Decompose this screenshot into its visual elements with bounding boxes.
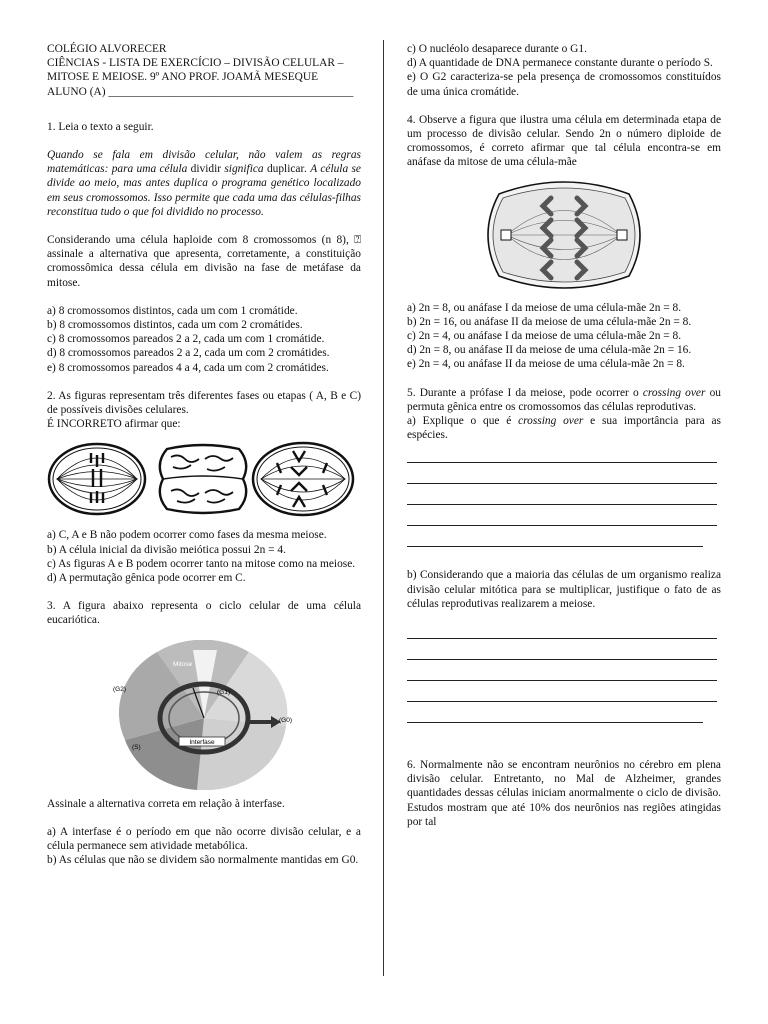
q1-option-a: a) 8 cromossomos distintos, cada um com 1 cromátide. xyxy=(47,304,298,317)
q1-intro: 1. Leia o texto a seguir. xyxy=(47,120,154,133)
answer-line[interactable] xyxy=(407,618,717,639)
q3-option-a: a) A interfase é o período em que não ocorre divisão celular, e a célula permanece sem atividade metabólica. xyxy=(47,825,361,853)
q5-statement: 5. Durante a prófase I da meiose, pode ocorrer o crossing over ou permuta gênica entre os cromossomos das células reprodutivas. xyxy=(407,386,721,413)
q4-statement: 4. Observe a figura que ilustra uma célula em determinada etapa de um processo de divisão celular. Sendo 2n o número diploide de cromossomos, é correto afirmar que tal célula encontra-se em anáfase da mitose de uma célula-mãe xyxy=(407,113,721,169)
cell-figure-b xyxy=(160,445,246,513)
subject-line: CIÊNCIAS - LISTA DE EXERCÍCIO – DIVISÃO CELULAR – xyxy=(47,57,344,70)
q2-statement: 2. As figuras representam três diferentes fases ou etapas ( A, B e C) de possíveis divisões celulares. xyxy=(47,389,361,417)
q3-option-b: b) As células que não se dividem são normalmente mantidas em G0. xyxy=(47,854,359,867)
answer-line[interactable] xyxy=(407,505,717,526)
cell-cycle-diagram xyxy=(89,640,319,790)
q2-option-b: b) A célula inicial da divisão meiótica possui 2n = 4. xyxy=(47,543,286,556)
q1-option-d: d) 8 cromossomos pareados 2 a 2, cada um com 2 cromátides. xyxy=(47,347,330,360)
column-divider xyxy=(383,40,384,976)
label-interfase: Interfase xyxy=(189,738,215,746)
q2-option-a: a) C, A e B não podem ocorrer como fases da mesma meiose. xyxy=(47,529,327,542)
q1-option-e: e) 8 cromossomos pareados 4 a 4, cada um com 2 cromátides. xyxy=(47,361,329,374)
answer-line[interactable] xyxy=(407,526,703,547)
label-g2: (G2) xyxy=(113,685,126,693)
q3-option-d: d) A quantidade de DNA permanece constante durante o período S. xyxy=(407,57,713,70)
q1-quote: Quando se fala em divisão celular, não valem as regras matemáticas: para uma célula dividir significa duplicar. A célula se divide ao meio, mas antes duplica o programa genético localizado em seus cromossomos. Isso permite que cada uma das células-filhas reconstitua tudo o que foi dividido no processo. xyxy=(47,149,361,218)
school-name: COLÉGIO ALVORECER xyxy=(47,43,167,55)
label-g0: (G0) xyxy=(279,716,292,724)
q1-statement: Considerando uma célula haploide com 8 cromossomos (n 8), ⍰ assinale a alternativa que apresenta, corretamente, a constituição cromossômica dessa célula em divisão na fase de metáfase da mitose. xyxy=(47,234,361,289)
left-column xyxy=(47,42,361,868)
q1-option-b: b) 8 cromossomos distintos, cada um com 2 cromátides. xyxy=(47,319,303,332)
q3-option-e: e) O G2 caracteriza-se pela presença de cromossomos constituídos de uma única cromátide. xyxy=(407,71,721,98)
q2-option-c: c) As figuras A e B podem ocorrer tanto na mitose como na meiose. xyxy=(47,557,356,570)
answer-line[interactable] xyxy=(407,442,717,463)
q5-part-a: a) Explique o que é crossing over e sua importância para as espécies. xyxy=(407,415,721,442)
q3-statement: 3. A figura abaixo representa o ciclo celular de uma célula eucariótica. xyxy=(47,600,361,627)
answer-line[interactable] xyxy=(407,681,717,702)
q4-option-b: b) 2n = 16, ou anáfase II da meiose de uma célula-mãe 2n = 8. xyxy=(407,315,692,328)
q4-option-c: c) 2n = 4, ou anáfase I da meiose de uma célula-mãe 2n = 8. xyxy=(407,330,682,343)
label-mitose: Mitose xyxy=(173,660,193,668)
q2-option-d: d) A permutação gênica pode ocorrer em C. xyxy=(47,572,246,585)
label-s: (S) xyxy=(132,743,141,751)
answer-line[interactable] xyxy=(407,702,703,723)
student-line: ALUNO (A) ___________________________________________ xyxy=(47,85,354,98)
cell-figure-a xyxy=(49,444,145,514)
q4-option-a: a) 2n = 8, ou anáfase I da meiose de uma célula-mãe 2n = 8. xyxy=(407,301,682,314)
q5-part-b: b) Considerando que a maioria das células de um organismo realiza divisão celular mitótica para se multiplicar, justifique o fato de as células reprodutivas realizarem a meiose. xyxy=(407,569,721,610)
cell-division-figures xyxy=(47,437,361,521)
answer-line[interactable] xyxy=(407,463,717,484)
q6-statement: 6. Normalmente não se encontram neurônios no cérebro em plena divisão celular. Entretanto, no Mal de Alzheimer, grandes quantidades dessas células iniciam anormalmente o ciclo de divisão. Estudos mostram que até 10% dos neurônios nas regiões atingidas por tal xyxy=(407,759,721,828)
answer-line[interactable] xyxy=(407,639,717,660)
answer-line[interactable] xyxy=(407,660,717,681)
answer-line[interactable] xyxy=(407,484,717,505)
q4-option-e: e) 2n = 4, ou anáfase II da meiose de uma célula-mãe 2n = 8. xyxy=(407,358,685,371)
q2-instruction: É INCORRETO afirmar que: xyxy=(47,418,181,431)
q3-option-c: c) O nucléolo desaparece durante o G1. xyxy=(407,43,587,55)
label-g1: (G1) xyxy=(217,688,230,696)
anaphase-cell-figure xyxy=(479,176,649,294)
right-column xyxy=(407,42,721,829)
q5b-answer-lines[interactable] xyxy=(407,618,721,723)
topic-line: MITOSE E MEIOSE. 9º ANO PROF. JOAMÃ MESEQUE xyxy=(47,71,319,84)
q4-option-d: d) 2n = 8, ou anáfase II da meiose de uma célula-mãe 2n = 16. xyxy=(407,344,692,357)
q1-option-c: c) 8 cromossomos pareados 2 a 2, cada um com 1 cromátide. xyxy=(47,333,325,346)
q3-question: Assinale a alternativa correta em relação à interfase. xyxy=(47,797,285,810)
q5a-answer-lines[interactable] xyxy=(407,442,721,547)
cell-figure-c xyxy=(253,443,353,515)
